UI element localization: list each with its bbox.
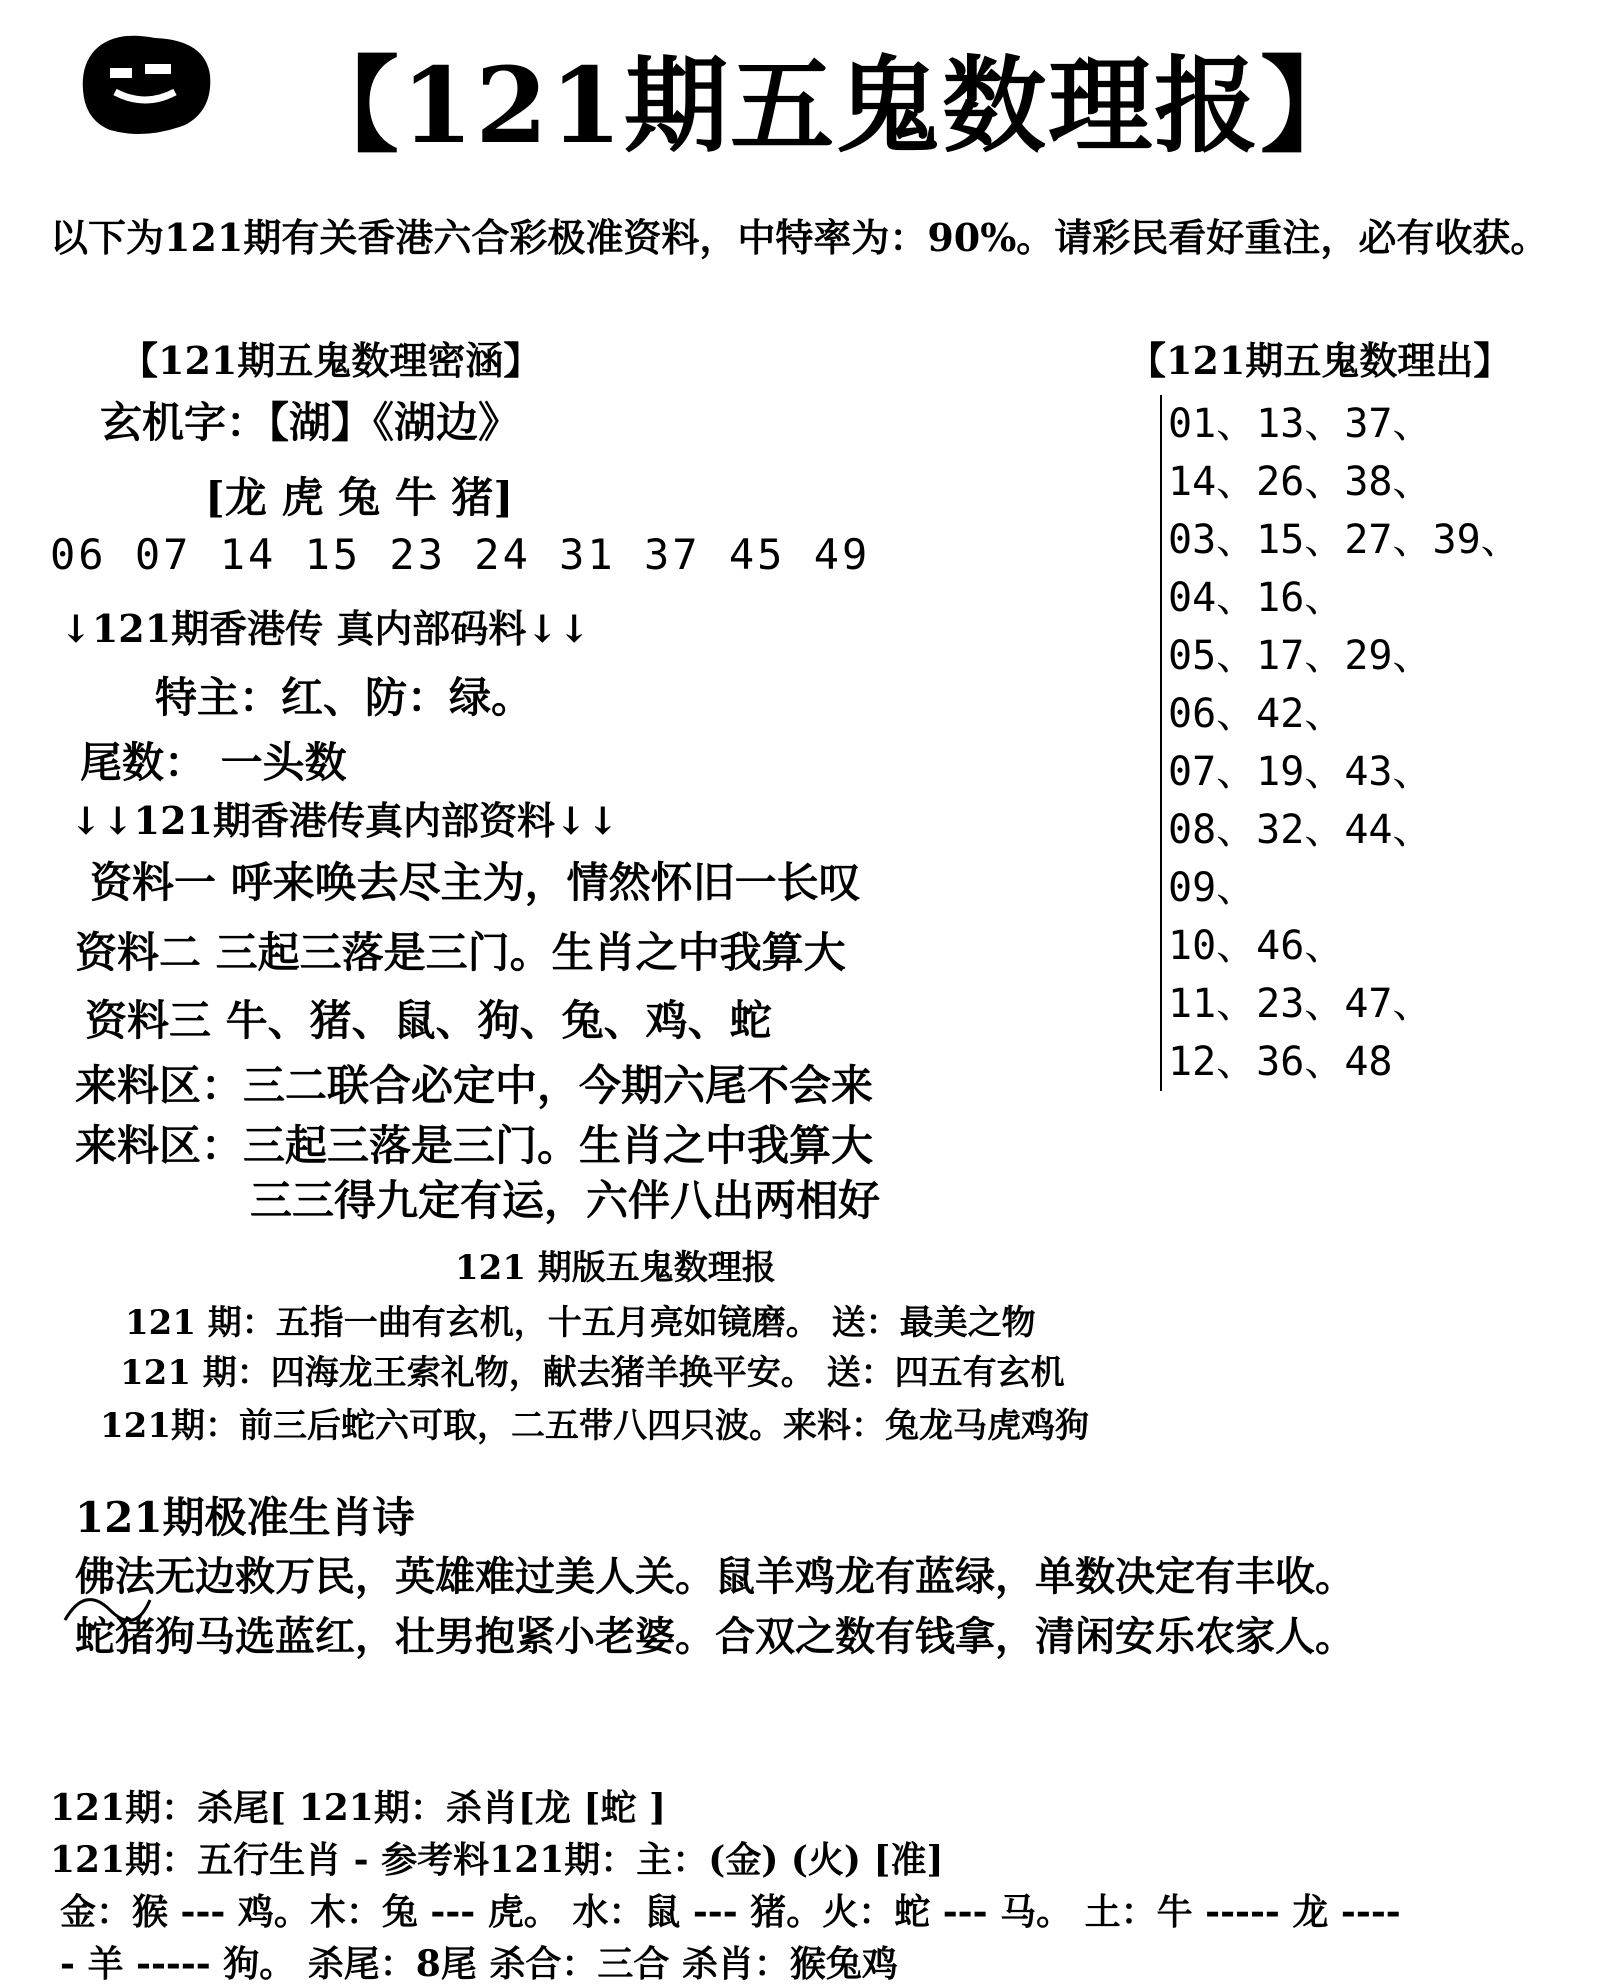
intro-text: 以下为121期有关香港六合彩极准资料，中特率为：90%。请彩民看好重注，必有收获。: [50, 215, 1549, 260]
list-item: 01、13、37、: [1160, 395, 1521, 453]
middle-line-3: 121期：前三后蛇六可取，二五带八四只波。来料：兔龙马虎鸡狗: [100, 1406, 1089, 1446]
poem-line-1: 佛法无边救万民，英雄难过美人关。鼠羊鸡龙有蓝绿，单数决定有丰收。: [75, 1553, 1355, 1600]
list-item: 03、15、27、39、: [1160, 511, 1521, 569]
poem-title: 121期极准生肖诗: [75, 1493, 415, 1542]
middle-line-1: 121 期：五指一曲有玄机，十五月亮如镜磨。 送：最美之物: [125, 1303, 1036, 1343]
number-list: 06 07 14 15 23 24 31 37 45 49: [50, 530, 871, 579]
weishu-text: 尾数： 一头数: [80, 738, 347, 787]
footer-line-2: 121期：五行生肖 - 参考料121期：主：(金) (火) [准]: [50, 1839, 944, 1881]
list-item: 04、16、: [1160, 569, 1521, 627]
section-title-chu: 【121期五鬼数理出】: [1128, 338, 1512, 383]
middle-line-2: 121 期：四海龙王索礼物，献去猪羊换平安。 送：四五有玄机: [120, 1353, 1065, 1393]
poem-line-2: 蛇猪狗马选蓝红，壮男抱紧小老婆。合双之数有钱拿，清闲安乐农家人。: [75, 1613, 1355, 1660]
footer-line-1: 121期：杀尾[ 121期：杀肖[龙 [蛇 ]: [50, 1787, 667, 1829]
list-item: 06、42、: [1160, 685, 1521, 743]
list-item: 14、26、38、: [1160, 453, 1521, 511]
laiqu-line-2: 来料区：三起三落是三门。生肖之中我算大: [75, 1121, 874, 1170]
zodiac-list: [龙 虎 兔 牛 猪]: [205, 473, 514, 522]
insider-data-title: ↓↓121期香港传真内部资料↓↓: [70, 798, 619, 843]
tezhu-text: 特主：红、防：绿。: [155, 673, 534, 722]
data-line-3: 资料三 牛、猪、鼠、狗、兔、鸡、蛇: [85, 996, 772, 1045]
middle-subtitle: 121 期版五鬼数理报: [455, 1248, 776, 1288]
xuanji-text: 玄机字：【湖】《湖边》: [100, 398, 521, 447]
list-item: 05、17、29、: [1160, 627, 1521, 685]
footer-line-3: 金：猴 --- 鸡。木：兔 --- 虎。 水：鼠 --- 猪。火：蛇 --- 马。 土：牛 ----- 龙 ----: [60, 1891, 1401, 1933]
number-rows: [1160, 395, 1521, 1091]
scribble-mark: [55, 1580, 155, 1640]
laiqu-line-1: 来料区：三二联合必定中，今期六尾不会来: [75, 1061, 874, 1110]
insider-code-title: ↓121期香港传 真内部码料↓↓: [60, 606, 591, 651]
list-item: 07、19、43、: [1160, 743, 1521, 801]
list-item: 12、36、48: [1160, 1033, 1521, 1091]
list-item: 10、46、: [1160, 917, 1521, 975]
list-item: 08、32、44、: [1160, 801, 1521, 859]
data-line-1: 资料一 呼来唤去尽主为，情然怀旧一长叹: [90, 858, 861, 907]
footer-line-4: - 羊 ----- 狗。 杀尾：8尾 杀合：三合 杀肖：猴兔鸡: [60, 1943, 898, 1985]
ghost-logo-icon: [75, 30, 215, 140]
section-title-mihan: 【121期五鬼数理密涵】: [120, 338, 542, 383]
list-item: 11、23、47、: [1160, 975, 1521, 1033]
list-item: 09、: [1160, 859, 1521, 917]
data-line-2: 资料二 三起三落是三门。生肖之中我算大: [75, 928, 846, 977]
page-title: 【121期五鬼数理报】: [295, 44, 1367, 167]
laiqu-line-3: 三三得九定有运，六伴八出两相好: [250, 1176, 881, 1225]
